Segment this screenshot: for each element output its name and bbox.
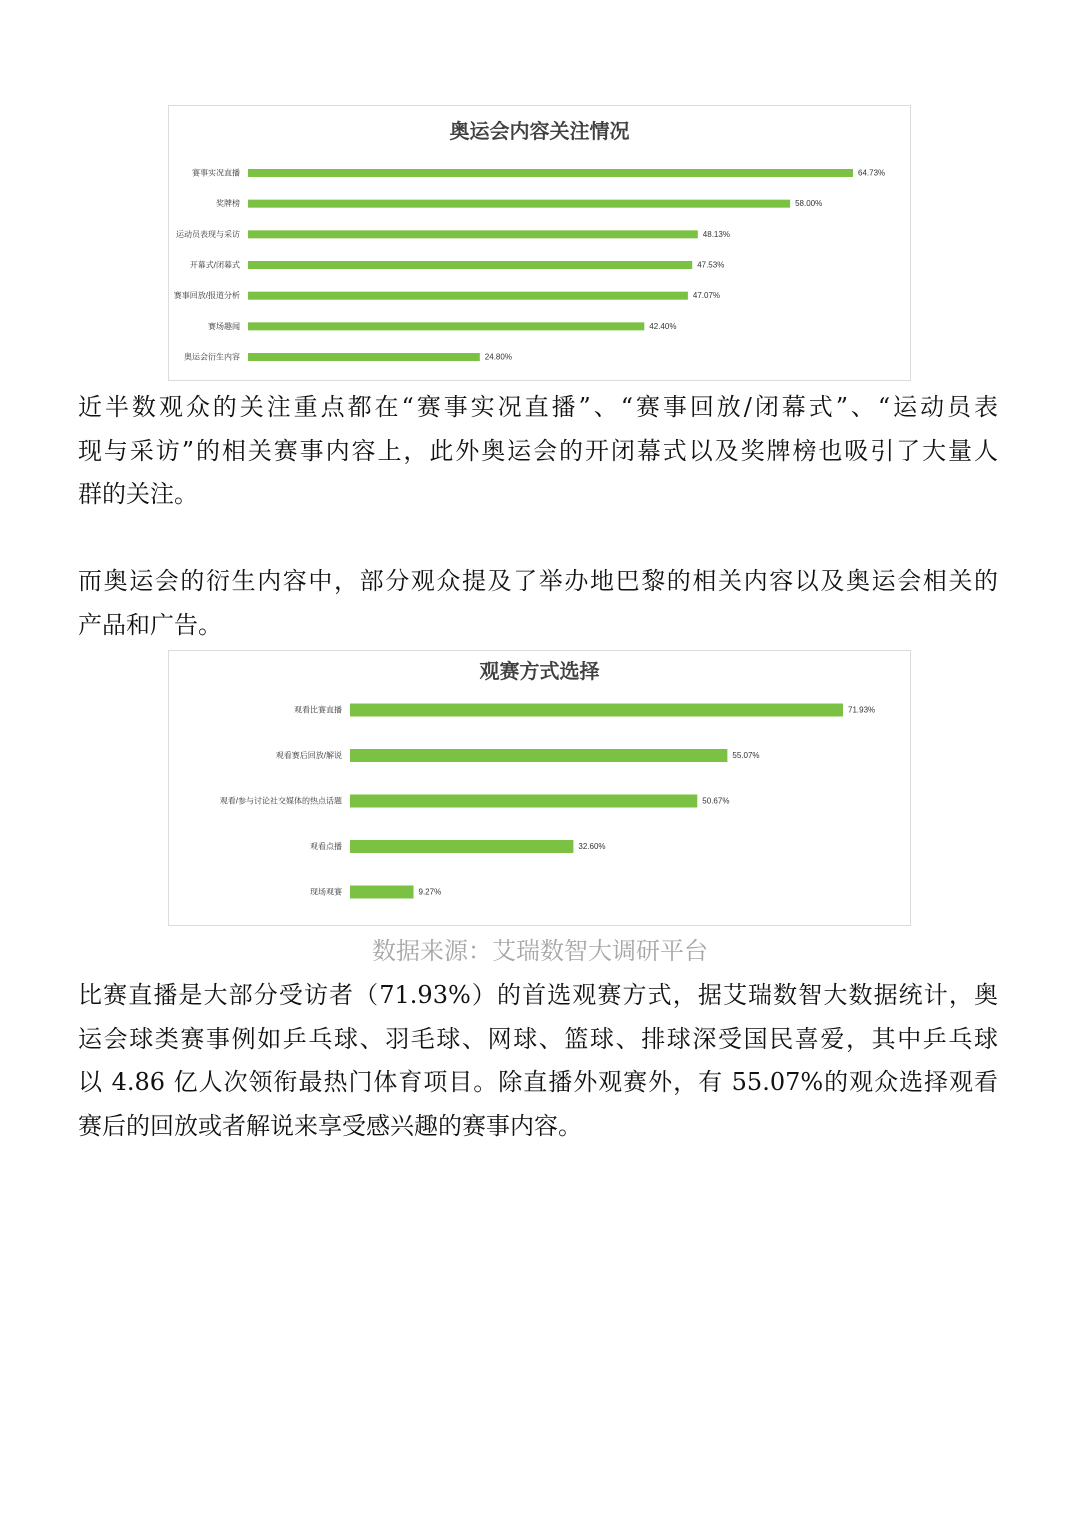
paragraph-line: 以 4.86 亿人次领衔最热门体育项目。除直播外观赛外，有 55.07%的观众选择观看 (78, 1068, 998, 1096)
bar-1 (350, 704, 843, 717)
viewing-method-chart-svg (168, 650, 911, 926)
category-label-2: 奖牌榜 (216, 199, 240, 209)
bar-7 (248, 353, 480, 361)
bar-1 (248, 169, 853, 177)
category-label-7: 奥运会衍生内容 (184, 352, 240, 362)
value-label-4: 47.53% (697, 260, 725, 270)
bar-2 (350, 749, 727, 762)
bar-3 (248, 230, 698, 238)
bar-5 (350, 886, 414, 899)
content-attention-chart (168, 105, 911, 381)
paragraph-line: 产品和广告。 (78, 610, 222, 639)
category-label-3: 观看/参与讨论社交媒体的热点话题 (219, 796, 342, 806)
value-label-7: 24.80% (484, 352, 512, 362)
paragraph-3 (78, 974, 998, 1148)
value-label-3: 50.67% (702, 796, 730, 806)
bar-3 (350, 795, 697, 808)
category-label-4: 观看点播 (310, 842, 342, 851)
value-label-2: 58.00% (795, 199, 823, 209)
bar-4 (350, 840, 573, 853)
category-label-4: 开幕式/闭幕式 (189, 260, 240, 270)
category-label-1: 观看比赛直播 (294, 705, 342, 715)
paragraph-line: 赛后的回放或者解说来享受感兴趣的赛事内容。 (78, 1111, 582, 1140)
category-label-3: 运动员表现与采访 (176, 229, 240, 239)
value-label-1: 64.73% (858, 168, 886, 178)
category-label-2: 观看赛后回放/解说 (275, 751, 342, 760)
value-label-6: 42.40% (649, 321, 677, 331)
paragraph-line: 比赛直播是大部分受访者（71.93%）的首选观赛方式，据艾瑞数智大数据统计，奥 (78, 981, 998, 1009)
value-label-5: 9.27% (418, 887, 442, 897)
data-source-note: 数据来源：艾瑞数智大调研平台 (372, 937, 708, 965)
chart-title: 观赛方式选择 (479, 659, 600, 683)
paragraph-line: 现与采访”的相关赛事内容上，此外奥运会的开闭幕式以及奖牌榜也吸引了大量人 (78, 436, 998, 465)
paragraph-2 (78, 560, 998, 647)
paragraph-line: 而奥运会的衍生内容中，部分观众提及了举办地巴黎的相关内容以及奥运会相关的 (78, 567, 998, 595)
value-label-3: 48.13% (702, 229, 730, 239)
value-label-1: 71.93% (848, 705, 876, 715)
bar-2 (248, 200, 790, 208)
bar-5 (248, 292, 688, 300)
value-label-2: 55.07% (732, 751, 760, 760)
value-label-5: 47.07% (692, 291, 721, 301)
viewing-method-chart (168, 650, 911, 926)
bar-4 (248, 261, 692, 269)
paragraph-line: 运会球类赛事例如乒乓球、羽毛球、网球、篮球、排球深受国民喜爱，其中乒乓球 (78, 1024, 998, 1053)
value-label-4: 32.60% (578, 842, 606, 851)
paragraph-1 (78, 386, 998, 517)
category-label-5: 赛事回放/报道分析 (173, 291, 240, 301)
paragraph-line: 近半数观众的关注重点都在“赛事实况直播”、“赛事回放/闭幕式”、“运动员表 (78, 393, 998, 421)
content-attention-chart-svg (168, 105, 911, 381)
category-label-1: 赛事实况直播 (192, 168, 240, 178)
category-label-5: 现场观赛 (310, 887, 342, 897)
bar-6 (248, 322, 644, 330)
chart-title: 奥运会内容关注情况 (449, 119, 630, 143)
category-label-6: 赛场趣闻 (208, 321, 240, 331)
paragraph-line: 群的关注。 (78, 480, 198, 508)
